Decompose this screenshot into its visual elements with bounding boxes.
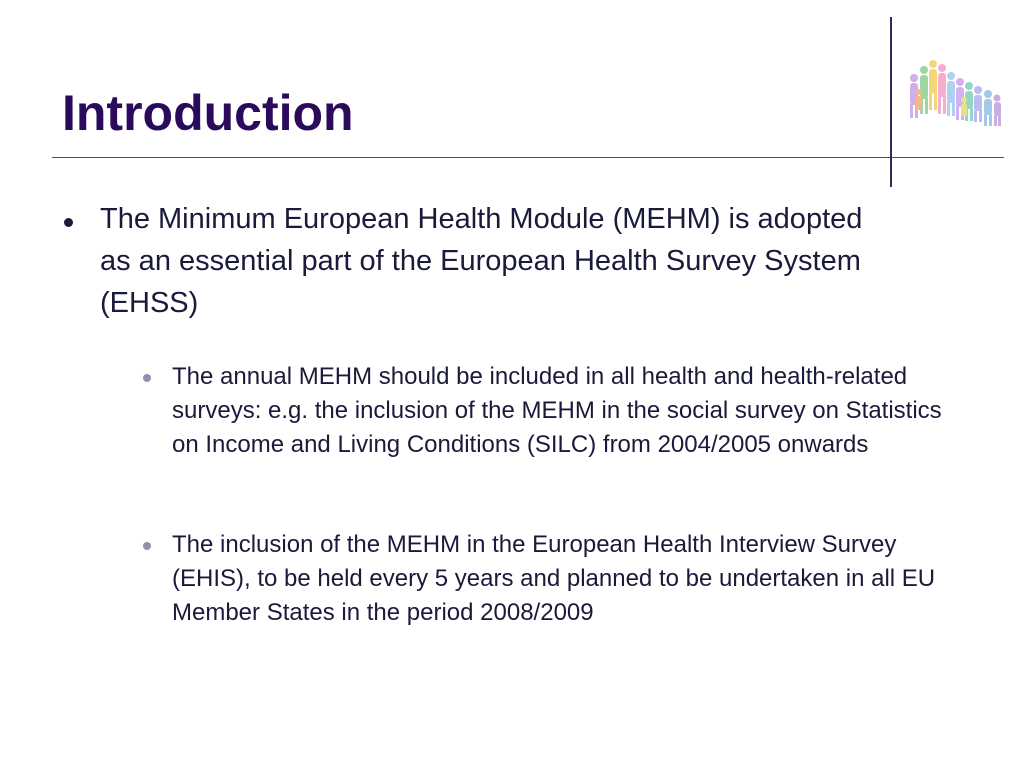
sub-bullet-text: The inclusion of the MEHM in the European Health Interview Survey (EHIS), to be held every 5 years and planned to be undertaken in all EU Member States in the period 2008/2009 (172, 531, 936, 626)
vertical-divider (890, 17, 892, 187)
title-divider (52, 157, 1004, 158)
main-bullet-text: The Minimum European Health Module (MEHM) is adopted as an essential part of the European Health Survey System (EHSS) (100, 203, 863, 319)
bullet-dot (64, 218, 73, 227)
people-group-icon (904, 56, 1004, 130)
sub-bullet-dot (143, 374, 151, 382)
slide-title: Introduction (62, 85, 354, 141)
sub-bullet-text: The annual MEHM should be included in all health and health-related surveys: e.g. the inclusion of the MEHM in the social survey on Statistics on Income and Living Conditions (SILC) from 2004/2005 onwards (172, 363, 942, 458)
sub-bullet-dot (143, 542, 151, 550)
